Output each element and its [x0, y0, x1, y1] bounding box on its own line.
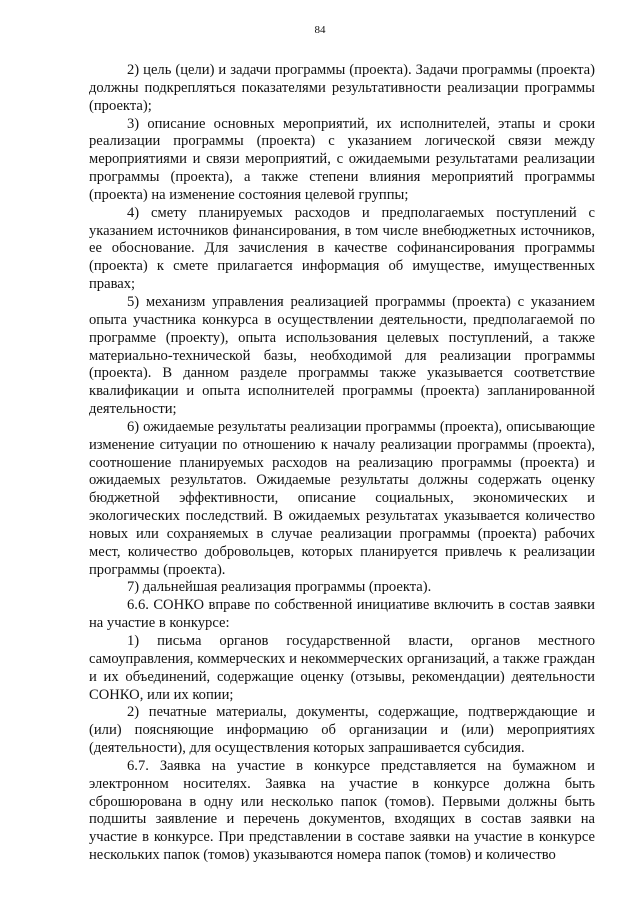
paragraph-6-6-item-1: 1) письма органов государственной власти, органов местного самоуправления, коммерческих и некоммерческих организаций, а также граждан и их объединений, содержащие оценку (отзывы, рекомендации) деятельности СОНКО, или их копии;	[89, 633, 595, 703]
paragraph-item-7: 7) дальнейшая реализация программы (проекта).	[127, 579, 432, 596]
paragraph-section-6-6: 6.6. СОНКО вправе по собственной инициативе включить в состав заявки на участие в конкурсе:	[89, 597, 595, 632]
page-number: 84	[314, 24, 326, 36]
paragraph-item-2: 2) цель (цели) и задачи программы (проекта). Задачи программы (проекта) должны подкрепляться показателями результативности реализации программы (проекта);	[89, 62, 595, 114]
paragraph-item-3: 3) описание основных мероприятий, их исполнителей, этапы и сроки реализации программы (проекта) с указанием логической связи между мероприятиями и связи мероприятий, с ожидаемыми результатами реализации программы (проекта), а также степени влияния мероприятий программы (проекта) на изменение состояния целевой группы;	[89, 115, 595, 203]
paragraph-item-5: 5) механизм управления реализацией программы (проекта) с указанием опыта участника конкурса в осуществлении деятельности, предполагаемой по программе (проекту), опыта использования целевых поступлений, а также материально-технической базы, необходимой для реализации программы (проекта). В данном разделе программы также указывается соответствие квалификации и опыта исполнителей программы (проекта) запланированной деятельности;	[89, 293, 595, 418]
paragraph-item-6: 6) ожидаемые результаты реализации программы (проекта), описывающие изменение ситуации по отношению к началу реализации программы (проекта), соотношение планируемых расходов на реализацию программы (проекта) и ожидаемых результатов. Ожидаемые результаты должны содержать оценку бюджетной эффективности, описание социальных, экономических и экологических последствий. В ожидаемых результатах указывается количество новых или сохраняемых в случае реализации программы (проекта) рабочих мест, количество добровольцев, которых планируется привлечь к реализации программы (проекта).	[89, 418, 595, 578]
paragraph-6-6-item-2: 2) печатные материалы, документы, содержащие, подтверждающие и (или) поясняющие информацию об организации и (или) мероприятиях (деятельности), для осуществления которых запрашивается субсидия.	[89, 704, 595, 757]
paragraph-section-6-7: 6.7. Заявка на участие в конкурсе представляется на бумажном и электронном носителях. Заявка на участие в конкурсе должна быть сброшюрована в одну или несколько папок (томов). Первыми должны быть подшиты заявление и перечень документов, входящих в состав заявки на участие в конкурсе. При представлении в составе заявки на участие в конкурсе нескольких папок (томов) указываются номера папок (томов) и количество	[89, 757, 595, 864]
document-body	[89, 62, 595, 865]
paragraph-item-4: 4) смету планируемых расходов и предполагаемых поступлений с указанием источников финансирования, в том числе внебюджетных источников, ее обоснование. Для зачисления в качестве софинансирования программы (проекта) к смете прилагается информация об имуществе, имущественных правах;	[89, 204, 595, 293]
